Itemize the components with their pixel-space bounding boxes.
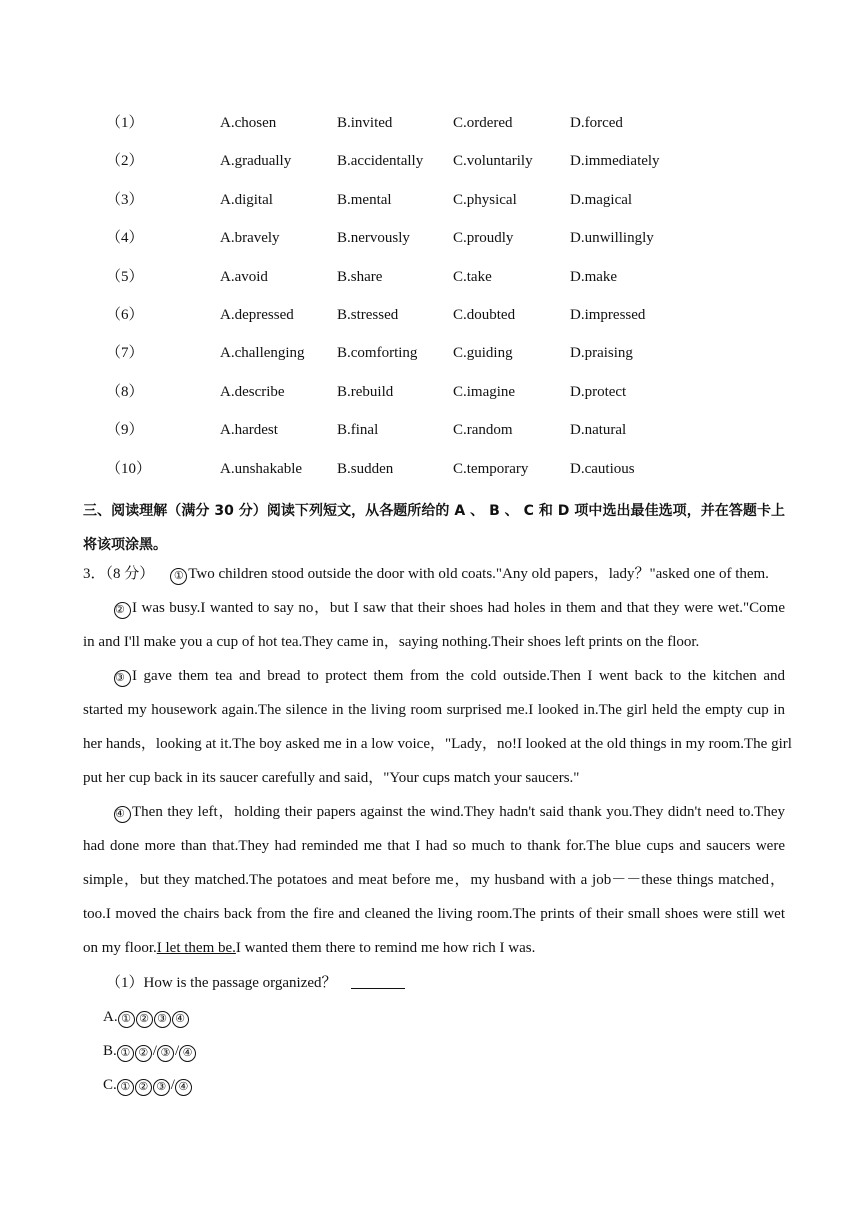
option-b: B.stressed bbox=[337, 307, 399, 323]
underlined-phrase: I let them be. bbox=[156, 940, 236, 956]
paragraph-marker: ② bbox=[136, 1011, 153, 1028]
option-number: （10） bbox=[106, 460, 152, 477]
option-number: （2） bbox=[106, 153, 144, 170]
option-a: A.avoid bbox=[220, 268, 268, 285]
paragraph-marker: ① bbox=[117, 1079, 134, 1096]
option-c: C.temporary bbox=[453, 460, 529, 477]
answer-choice[interactable] bbox=[103, 1006, 190, 1028]
option-d: D.praising bbox=[570, 345, 633, 362]
passage-line-1: 3．（8 分） ① Two children stood outside the door with old coats."Any old papers，lady？"asked one of them. bbox=[83, 563, 785, 585]
option-b: B.share bbox=[337, 268, 383, 285]
option-c: C.proudly bbox=[453, 230, 514, 247]
answer-choice[interactable] bbox=[103, 1040, 197, 1062]
option-a: A.gradually bbox=[220, 153, 292, 170]
paragraph-marker: ① bbox=[118, 1011, 135, 1028]
option-d: D.magical bbox=[570, 191, 633, 208]
paragraph-marker: ② bbox=[114, 602, 131, 619]
option-row bbox=[0, 304, 868, 326]
option-b: B.sudden bbox=[337, 460, 394, 477]
choice-separator: / bbox=[152, 1043, 157, 1059]
passage-line-10: simple，but they matched.The potatoes and meat before me，my husband with a job－－these things matched， bbox=[83, 872, 785, 888]
option-row bbox=[0, 419, 868, 441]
option-row bbox=[0, 189, 868, 211]
option-d: D.immediately bbox=[570, 153, 660, 170]
option-c: C.take bbox=[453, 268, 492, 285]
option-b: B.mental bbox=[337, 191, 392, 208]
sub-question-1 bbox=[106, 972, 808, 994]
option-b: B.final bbox=[337, 422, 379, 439]
option-a: A.describe bbox=[220, 383, 285, 400]
option-d: D.natural bbox=[570, 422, 627, 439]
passage-line-2: ② I was busy.I wanted to say no，but I saw that their shoes had holes in them and that they were wet."Come bbox=[114, 597, 785, 619]
option-number: （9） bbox=[106, 422, 144, 439]
option-row bbox=[0, 342, 868, 364]
option-number: （3） bbox=[106, 191, 144, 208]
sub-question-prompt: （1）How is the passage organized？ bbox=[106, 975, 337, 991]
paragraph-marker: ② bbox=[135, 1079, 152, 1096]
choice-label: A. bbox=[103, 1009, 118, 1025]
option-a: A.chosen bbox=[220, 115, 277, 131]
option-b: B.rebuild bbox=[337, 383, 394, 400]
choice-separator: / bbox=[170, 1077, 175, 1093]
option-c: C.random bbox=[453, 422, 513, 439]
option-row bbox=[0, 381, 868, 403]
option-a: A.unshakable bbox=[220, 460, 303, 477]
option-a: A.hardest bbox=[220, 422, 278, 439]
option-b: B.accidentally bbox=[337, 153, 424, 170]
option-row bbox=[0, 150, 868, 172]
option-row bbox=[0, 266, 868, 288]
option-number: （6） bbox=[106, 307, 144, 323]
question-number: 3．（8 分） bbox=[83, 566, 155, 582]
option-d: D.cautious bbox=[570, 460, 635, 477]
passage-line-6: her hands，looking at it.The boy asked me in a low voice，"Lady，no!I looked at the old things in my room.The girl bbox=[83, 736, 792, 752]
passage-line-7: put her cup back in its saucer carefully and said，"Your cups match your saucers." bbox=[83, 770, 580, 786]
passage-line-11: too.I moved the chairs back from the fire and cleaned the living room.The prints of their small shoes were still wet bbox=[83, 906, 785, 922]
option-c: C.guiding bbox=[453, 345, 513, 362]
paragraph-marker: ③ bbox=[153, 1079, 170, 1096]
answer-blank[interactable] bbox=[351, 974, 405, 989]
option-c: C.doubted bbox=[453, 307, 516, 323]
choice-label: C. bbox=[103, 1077, 117, 1093]
paragraph-marker: ③ bbox=[157, 1045, 174, 1062]
option-d: D.protect bbox=[570, 383, 627, 400]
option-d: D.unwillingly bbox=[570, 230, 654, 247]
paragraph-marker: ③ bbox=[114, 670, 131, 687]
option-c: C.ordered bbox=[453, 115, 513, 131]
passage-line-3: in and I'll make you a cup of hot tea.They came in，saying nothing.Their shoes left prints on the floor. bbox=[83, 634, 700, 650]
option-d: D.make bbox=[570, 268, 618, 285]
paragraph-marker: ④ bbox=[179, 1045, 196, 1062]
paragraph-marker: ④ bbox=[172, 1011, 189, 1028]
option-row bbox=[0, 112, 868, 134]
option-b: B.invited bbox=[337, 115, 393, 131]
option-a: A.challenging bbox=[220, 345, 305, 362]
option-number: （5） bbox=[106, 268, 144, 285]
paragraph-marker: ① bbox=[170, 568, 187, 585]
paragraph-marker: ③ bbox=[154, 1011, 171, 1028]
option-number: （4） bbox=[106, 230, 144, 247]
answer-choice[interactable] bbox=[103, 1074, 193, 1096]
passage-line-8: ④ Then they left，holding their papers against the wind.They hadn't said thank you.They didn't need to.They bbox=[114, 801, 785, 823]
option-c: C.imagine bbox=[453, 383, 516, 400]
option-b: B.comforting bbox=[337, 345, 418, 362]
choice-label: B. bbox=[103, 1043, 117, 1059]
option-a: A.digital bbox=[220, 191, 273, 208]
choice-separator: / bbox=[174, 1043, 180, 1059]
option-c: C.voluntarily bbox=[453, 153, 533, 170]
option-d: D.impressed bbox=[570, 307, 646, 323]
option-number: （7） bbox=[106, 345, 144, 362]
section-heading: 三、阅读理解（满分 30 分）阅读下列短文，从各题所给的 A 、 B 、 C 和 D 项中选出最佳选项，并在答题卡上将该项涂黑。 bbox=[83, 503, 785, 553]
option-row bbox=[0, 458, 868, 480]
option-a: A.depressed bbox=[220, 307, 294, 323]
option-d: D.forced bbox=[570, 115, 623, 131]
paragraph-marker: ② bbox=[135, 1045, 152, 1062]
option-number: （1） bbox=[106, 115, 144, 131]
passage-line-5: started my housework again.The silence in the living room surprised me.I looked in.The girl held the empty cup in bbox=[83, 702, 785, 718]
option-a: A.bravely bbox=[220, 230, 280, 247]
paragraph-marker: ④ bbox=[114, 806, 131, 823]
option-number: （8） bbox=[106, 383, 144, 400]
passage-line-9: had done more than that.They had reminded me that I had so much to thank for.The blue cups and saucers were bbox=[83, 838, 785, 854]
paragraph-marker: ④ bbox=[175, 1079, 192, 1096]
passage-line-4: ③ I gave them tea and bread to protect them from the cold outside.Then I went back to the kitchen and bbox=[114, 665, 785, 687]
passage-line-12: on my floor.I let them be.I wanted them there to remind me how rich I was. bbox=[83, 940, 536, 956]
paragraph-marker: ① bbox=[117, 1045, 134, 1062]
option-b: B.nervously bbox=[337, 230, 410, 247]
option-row bbox=[0, 227, 868, 249]
option-c: C.physical bbox=[453, 191, 517, 208]
